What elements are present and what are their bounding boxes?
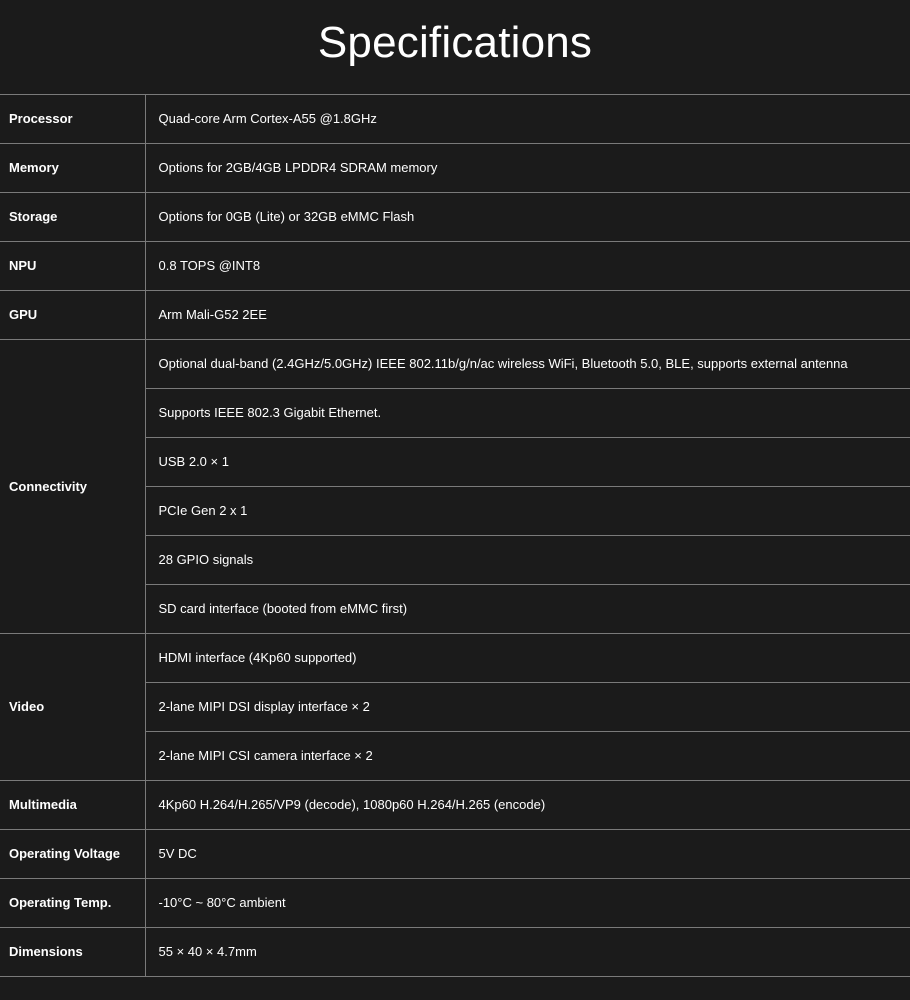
spec-value-connectivity-usb: USB 2.0 × 1	[145, 438, 910, 487]
spec-label-operating-temp: Operating Temp.	[0, 879, 145, 928]
spec-value-operating-temp: -10°C ~ 80°C ambient	[145, 879, 910, 928]
spec-value-memory: Options for 2GB/4GB LPDDR4 SDRAM memory	[145, 144, 910, 193]
spec-value-gpu: Arm Mali-G52 2EE	[145, 291, 910, 340]
spec-value-npu: 0.8 TOPS @INT8	[145, 242, 910, 291]
spec-label-multimedia: Multimedia	[0, 781, 145, 830]
spec-row-video	[0, 634, 910, 683]
spec-value-connectivity-ethernet: Supports IEEE 802.3 Gigabit Ethernet.	[145, 389, 910, 438]
spec-value-video-csi: 2-lane MIPI CSI camera interface × 2	[145, 732, 910, 781]
spec-row-operating-temp	[0, 879, 910, 928]
spec-row-memory	[0, 144, 910, 193]
spec-row-gpu	[0, 291, 910, 340]
spec-row-processor	[0, 95, 910, 144]
spec-value-video-hdmi: HDMI interface (4Kp60 supported)	[145, 634, 910, 683]
spec-row-connectivity	[0, 340, 910, 389]
spec-label-processor: Processor	[0, 95, 145, 144]
spec-row-npu	[0, 242, 910, 291]
spec-value-dimensions: 55 × 40 × 4.7mm	[145, 928, 910, 977]
spec-value-connectivity-pcie: PCIe Gen 2 x 1	[145, 487, 910, 536]
spec-value-connectivity-wireless: Optional dual-band (2.4GHz/5.0GHz) IEEE 802.11b/g/n/ac wireless WiFi, Bluetooth 5.0, BLE, supports external antenna	[145, 340, 910, 389]
specifications-table	[0, 94, 910, 977]
spec-row-storage	[0, 193, 910, 242]
spec-label-gpu: GPU	[0, 291, 145, 340]
spec-value-video-dsi: 2-lane MIPI DSI display interface × 2	[145, 683, 910, 732]
spec-value-operating-voltage: 5V DC	[145, 830, 910, 879]
spec-value-connectivity-gpio: 28 GPIO signals	[145, 536, 910, 585]
spec-row-multimedia	[0, 781, 910, 830]
page-title: Specifications	[317, 18, 593, 67]
spec-label-storage: Storage	[0, 193, 145, 242]
spec-label-memory: Memory	[0, 144, 145, 193]
spec-row-dimensions	[0, 928, 910, 977]
spec-value-connectivity-sd-card: SD card interface (booted from eMMC first)	[145, 585, 910, 634]
spec-label-video: Video	[0, 634, 145, 781]
spec-value-processor: Quad-core Arm Cortex-A55 @1.8GHz	[145, 95, 910, 144]
spec-label-npu: NPU	[0, 242, 145, 291]
spec-value-storage: Options for 0GB (Lite) or 32GB eMMC Flash	[145, 193, 910, 242]
spec-label-operating-voltage: Operating Voltage	[0, 830, 145, 879]
spec-label-dimensions: Dimensions	[0, 928, 145, 977]
spec-label-connectivity: Connectivity	[0, 340, 145, 634]
spec-value-multimedia: 4Kp60 H.264/H.265/VP9 (decode), 1080p60 H.264/H.265 (encode)	[145, 781, 910, 830]
spec-row-operating-voltage	[0, 830, 910, 879]
